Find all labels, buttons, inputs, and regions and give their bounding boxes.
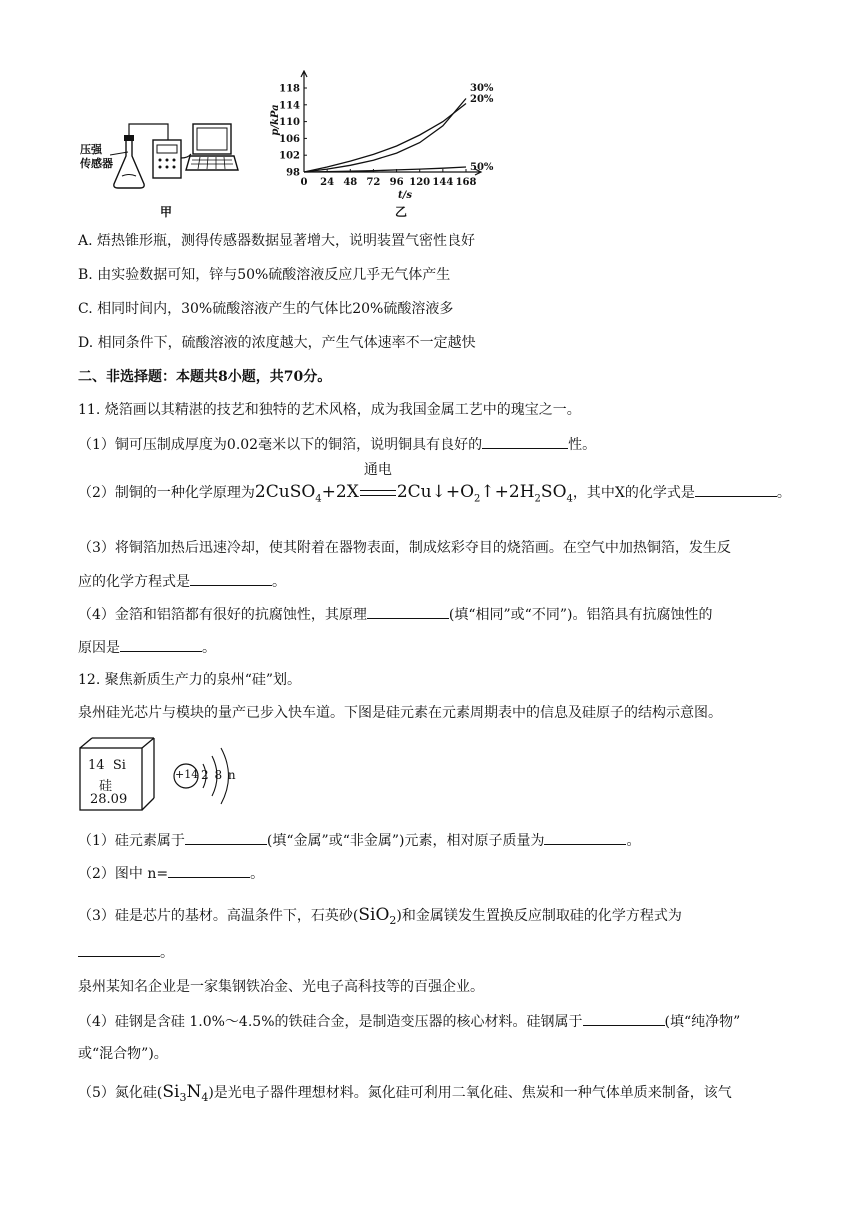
q12-p1-end: 。 — [626, 833, 641, 849]
q12-p4-line1 — [78, 1011, 740, 1032]
sensor-label — [80, 143, 113, 171]
q12-p1-text: （1）硅元素属于 — [78, 833, 185, 849]
series-line-20pct — [304, 104, 466, 173]
y-tick-label: 114 — [279, 100, 300, 112]
option-a: A. 焐热锥形瓶，测得传感器数据显著增大，说明装置气密性良好 — [78, 233, 476, 249]
q11-p3-line2 — [78, 571, 286, 592]
y-tick-label: 118 — [279, 83, 300, 95]
q12-p1-text2: (填“金属”或“非金属”)元素，相对原子质量为 — [266, 833, 545, 849]
element-number-symbol — [88, 758, 126, 773]
q11-p1-blank — [482, 434, 568, 449]
q12-p3-end: 。 — [160, 945, 174, 961]
element-number: 14 — [88, 758, 105, 773]
q11-p4-line2 — [78, 637, 216, 658]
q11-stem: 11. 烧箔画以其精湛的技艺和独特的艺术风格，成为我国金属工艺中的瑰宝之一。 — [78, 402, 581, 418]
eq-condition: 通电 — [363, 462, 392, 478]
q11-p3-end: 。 — [272, 574, 286, 590]
eq-arrow — [359, 462, 397, 506]
series-line-30pct — [304, 99, 466, 173]
x-tick-label: 144 — [432, 177, 454, 188]
q12-part1 — [78, 830, 640, 851]
eq-right: 2Cu↓+O — [396, 482, 475, 502]
section2-title: 二、非选择题：本题共8小题，共70分。 — [78, 369, 332, 385]
pressure-chart-svg — [262, 70, 512, 220]
x-axis-label: t/s — [398, 190, 412, 201]
q12-part5: （5）氮化硅$(Si_3N_4)$是光电子器件理想材料。氮化硅可利用二氧化硅、焦炭和一种气体单质来制备，该气 — [78, 1082, 732, 1104]
q11-p4-blank1 — [367, 604, 449, 619]
q11-p2-text: （2）制铜的一种化学原理为 — [78, 485, 255, 501]
q11-p4-end: 。 — [202, 640, 216, 656]
q12-p3-answer-line — [78, 942, 174, 963]
figure-yi-caption: 乙 — [395, 205, 408, 219]
q11-p4-text3: 原因是 — [78, 640, 120, 656]
q11-p4-text2: (填“相同”或“不同”)。铝箔具有抗腐蚀性的 — [448, 607, 713, 623]
q11-part1 — [78, 434, 596, 455]
sio2-formula: SiO — [358, 905, 390, 925]
atom-nucleus: +14 — [175, 768, 199, 781]
q12-part3: （3）硅是芯片的基材。高温条件下，石英砂(SiO$_2$)和金属镁发生置换反应制取硅的化学方程式为 — [78, 905, 682, 927]
y-axis-label: p/kPa — [270, 104, 281, 136]
q12-p5-text2: )是光电子器件理想材料。氮化硅可利用二氧化硅、焦炭和一种气体单质来制备，该气 — [208, 1085, 732, 1101]
q12-p1-blank2 — [544, 830, 626, 845]
eq-right3: SO — [540, 482, 567, 502]
y-tick-label: 102 — [279, 150, 300, 162]
q12-p4-blank — [583, 1011, 665, 1026]
sensor-label-line2: 传感器 — [80, 157, 113, 170]
x-tick-label: 0 — [300, 177, 308, 188]
q11-p4-blank2 — [120, 637, 202, 652]
eq-left2: +2X — [321, 482, 359, 502]
q11-p2-end: 。 — [776, 485, 791, 501]
figure-jia-caption: 甲 — [160, 205, 173, 219]
q11-p1-text: （1）铜可压制成厚度为0.02毫米以下的铜箔，说明铜具有良好的 — [78, 437, 483, 453]
q12-p5-text: （5）氮化硅( — [78, 1085, 163, 1101]
q11-p2-question: ，其中X的化学式是 — [572, 485, 695, 501]
q12-p3-blank — [78, 942, 160, 957]
x-tick-label: 168 — [455, 177, 477, 188]
series-label: 30% — [470, 83, 494, 94]
q11-equation: 2CuSO$_4$+2X 通电 $2Cu↓+O_2↑+2H_2SO_4$ — [255, 482, 573, 502]
element-mass: 28.09 — [90, 792, 128, 807]
q12-p3-text2: )和金属镁发生置换反应制取硅的化学方程式为 — [396, 908, 682, 924]
q12-p3-text: （3）硅是芯片的基材。高温条件下，石英砂( — [78, 908, 359, 924]
y-tick-label: 98 — [286, 167, 300, 179]
si3n4-formula-si: Si — [162, 1082, 180, 1102]
q12-intro2: 泉州某知名企业是一家集钢铁冶金、光电子高科技等的百强企业。 — [78, 979, 484, 995]
si3n4-formula-n: N — [186, 1082, 202, 1102]
q11-p3-blank — [190, 571, 272, 586]
q11-p3-text: 应的化学方程式是 — [78, 574, 190, 590]
q12-p4-line2: 或“混合物”)。 — [78, 1046, 168, 1062]
element-name: 硅 — [99, 779, 113, 794]
option-c: C. 相同时间内，30%硫酸溶液产生的气体比20%硫酸溶液多 — [78, 301, 454, 317]
q11-p4-line1 — [78, 604, 712, 625]
sensor-label-line1: 压强 — [80, 143, 102, 156]
x-tick-label: 48 — [343, 177, 358, 188]
q12-p2-text: （2）图中 n= — [78, 866, 169, 882]
q11-p2-blank — [695, 482, 777, 497]
q12-intro: 泉州硅光芯片与模块的量产已步入快车道。下图是硅元素在元素周期表中的信息及硅原子的结构示意图。 — [78, 705, 722, 721]
option-b: B. 由实验数据可知，锌与50%硫酸溶液反应几乎无气体产生 — [78, 267, 451, 283]
x-tick-label: 72 — [366, 177, 381, 188]
series-label: 20% — [470, 94, 494, 105]
x-tick-label: 24 — [320, 177, 335, 188]
q12-p2-end: 。 — [250, 866, 265, 882]
q12-p4-text2: (填“纯净物” — [664, 1014, 741, 1030]
series-label: 50% — [470, 161, 494, 173]
atom-shell-electrons: 2 8 n — [201, 768, 237, 782]
element-symbol: Si — [112, 758, 126, 773]
q11-p3-line1: （3）将铜箔加热后迅速冷却，使其附着在器物表面，制成炫彩夺目的烧箔画。在空气中加热铜箔，发生反 — [78, 540, 731, 556]
q12-p2-blank — [168, 863, 250, 878]
option-d: D. 相同条件下，硫酸溶液的浓度越大，产生气体速率不一定越快 — [78, 335, 476, 351]
q11-p4-text: （4）金箔和铝箔都有很好的抗腐蚀性，其原理 — [78, 607, 367, 623]
q12-part2 — [78, 863, 264, 884]
q12-p4-text: （4）硅钢是含硅 1.0%～4.5%的铁硅合金，是制造变压器的核心材料。硅钢属于 — [78, 1014, 583, 1030]
q11-p1-suffix: 性。 — [568, 437, 597, 453]
q12-p1-blank1 — [185, 830, 267, 845]
q11-part2 — [78, 462, 791, 513]
y-tick-label: 106 — [279, 133, 300, 145]
sensor-leader-line — [110, 150, 130, 160]
q12-stem: 12. 聚焦新质生产力的泉州“硅”划。 — [78, 672, 302, 688]
eq-left: 2CuSO — [254, 482, 316, 502]
eq-right2: ↑+2H — [480, 482, 535, 502]
x-tick-label: 120 — [409, 177, 431, 188]
y-tick-label: 110 — [279, 117, 300, 129]
x-tick-label: 96 — [389, 177, 404, 188]
